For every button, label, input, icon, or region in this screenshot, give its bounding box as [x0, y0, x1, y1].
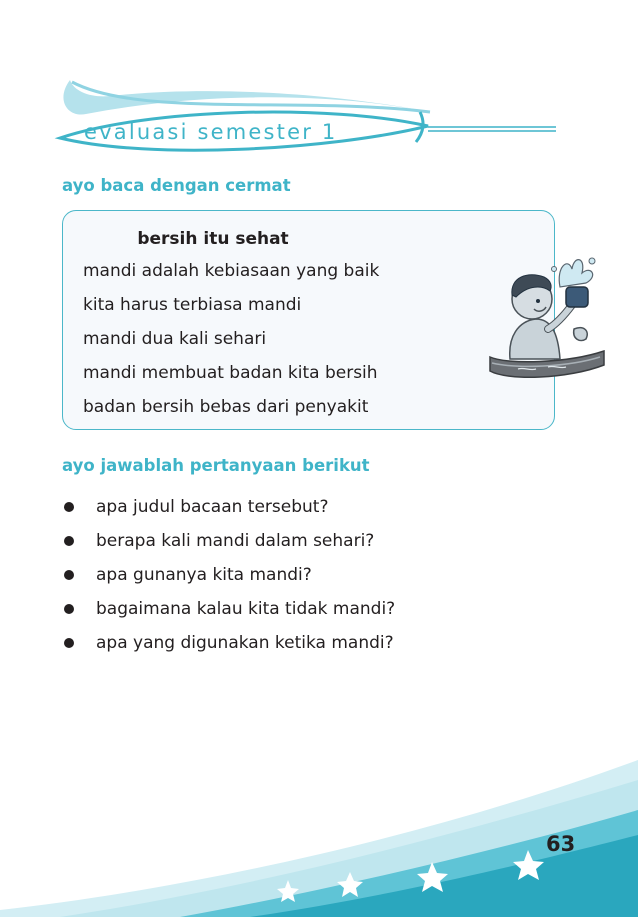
question-text: bagaimana kalau kita tidak mandi? [96, 599, 396, 619]
poem-line: mandi dua kali sehari [83, 329, 267, 349]
page-section-title: evaluasi semester 1 [84, 120, 338, 144]
poem-line: mandi membuat badan kita bersih [83, 363, 378, 383]
poem-line: mandi adalah kebiasaan yang baik [83, 261, 380, 281]
bullet-icon [64, 604, 74, 614]
poem-line: kita harus terbiasa mandi [83, 295, 302, 315]
question-text: apa judul bacaan tersebut? [96, 497, 329, 517]
bullet-icon [64, 502, 74, 512]
footer-wave [0, 740, 638, 917]
page-number: 63 [546, 832, 576, 856]
boy-bathing-illustration [488, 247, 606, 387]
questions-heading: ayo jawablah pertanyaan berikut [62, 456, 370, 475]
reading-title: bersih itu sehat [137, 229, 289, 249]
reading-box [62, 210, 555, 430]
bullet-icon [64, 536, 74, 546]
reading-heading: ayo baca dengan cermat [62, 176, 291, 195]
question-text: apa gunanya kita mandi? [96, 565, 312, 585]
bullet-icon [64, 570, 74, 580]
question-text: berapa kali mandi dalam sehari? [96, 531, 375, 551]
poem-line: badan bersih bebas dari penyakit [83, 397, 369, 417]
header-swoosh [0, 0, 638, 170]
bullet-icon [64, 638, 74, 648]
question-text: apa yang digunakan ketika mandi? [96, 633, 394, 653]
